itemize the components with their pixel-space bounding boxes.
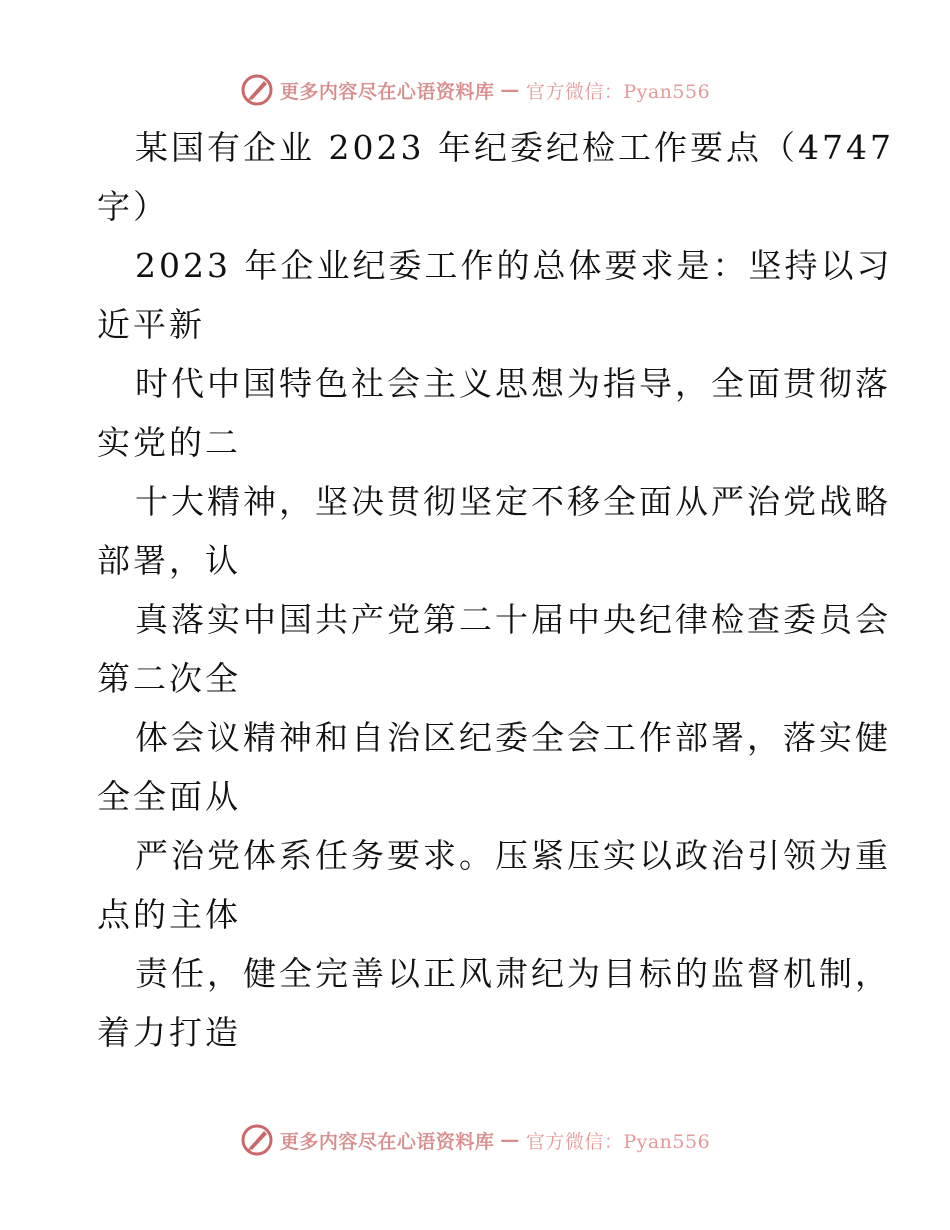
paragraph-line: 某国有企业 2023 年纪委纪检工作要点（4747 (135, 128, 894, 167)
paragraph-line: 责任，健全完善以正风肃纪为目标的监督机制， (135, 954, 891, 993)
paragraph-line: 字） (97, 187, 169, 226)
watermark-footer (0, 1120, 950, 1160)
watermark-header (0, 70, 950, 110)
quill-logo-icon (240, 1123, 274, 1157)
paragraph-line: 严治党体系任务要求。压紧压实以政治引领为重 (135, 836, 891, 875)
watermark-separator: — (500, 79, 520, 101)
watermark-wechat-text: 官方微信：Pyan556 (525, 80, 711, 103)
paragraph-line: 时代中国特色社会主义思想为指导，全面贯彻落 (135, 364, 891, 403)
paragraph-line: 体会议精神和自治区纪委全会工作部署，落实健 (135, 718, 891, 757)
paragraph-line: 近平新 (97, 305, 205, 344)
document-body (97, 118, 894, 1062)
watermark-wechat-text: 官方微信：Pyan556 (525, 1130, 711, 1153)
paragraph-line: 点的主体 (97, 895, 241, 934)
paragraph-line: 实党的二 (97, 423, 241, 462)
paragraph-line: 2023 年企业纪委工作的总体要求是：坚持以习 (135, 246, 893, 285)
watermark-site-text: 更多内容尽在心语资料库 (279, 1130, 495, 1153)
paragraph-line: 着力打造 (97, 1013, 241, 1052)
paragraph-line: 十大精神，坚决贯彻坚定不移全面从严治党战略 (135, 482, 891, 521)
watermark-site-text: 更多内容尽在心语资料库 (279, 80, 495, 103)
paragraph-line: 部署，认 (97, 541, 241, 580)
watermark-separator: — (500, 1129, 520, 1151)
quill-logo-icon (240, 73, 274, 107)
paragraph-line: 真落实中国共产党第二十届中央纪律检查委员会 (135, 600, 891, 639)
paragraph-line: 全全面从 (97, 777, 241, 816)
paragraph-line: 第二次全 (97, 659, 241, 698)
